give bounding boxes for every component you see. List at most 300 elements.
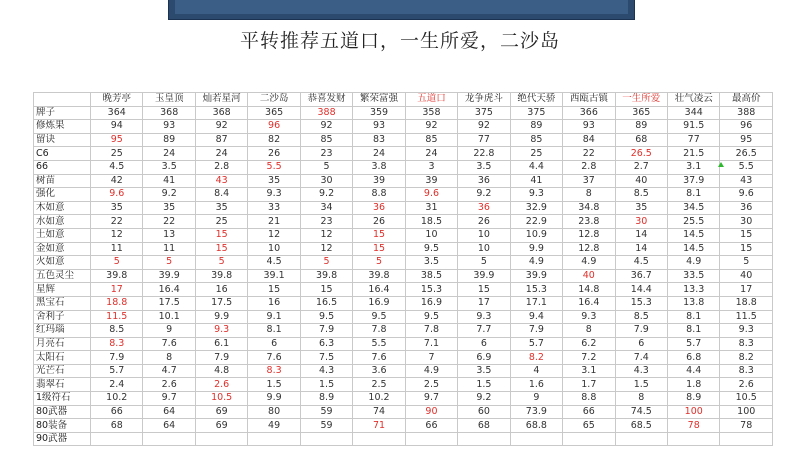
table-cell: 37.9 — [668, 174, 720, 188]
table-cell: 39.8 — [91, 269, 143, 283]
column-header: 五道口 — [405, 93, 457, 107]
table-cell: 14.4 — [615, 283, 667, 297]
table-cell: 7.6 — [248, 351, 300, 365]
table-cell — [91, 432, 143, 446]
table-cell: 65 — [563, 419, 615, 433]
table-cell: 4 — [510, 364, 562, 378]
table-cell: 8.3 — [720, 364, 773, 378]
table-cell: 388 — [300, 106, 352, 120]
table-cell: 8.4 — [195, 188, 247, 202]
table-cell: 31 — [405, 201, 457, 215]
table-cell: 35 — [248, 174, 300, 188]
table-cell: 15 — [720, 242, 773, 256]
table-cell: 9 — [510, 392, 562, 406]
table-cell: 92 — [405, 120, 457, 134]
table-cell: 8.1 — [668, 310, 720, 324]
table-cell: 10 — [248, 242, 300, 256]
column-header: 恭喜发财 — [300, 93, 352, 107]
table-cell: 100 — [668, 405, 720, 419]
table-cell: 12 — [248, 228, 300, 242]
table-cell — [668, 432, 720, 446]
column-header: 晚芳亭 — [91, 93, 143, 107]
table-cell: 388 — [720, 106, 773, 120]
table-cell: 91.5 — [668, 120, 720, 134]
table-cell: 18.5 — [405, 215, 457, 229]
table-cell: 22 — [91, 215, 143, 229]
table-cell: 4.3 — [615, 364, 667, 378]
table-cell: 9.1 — [248, 310, 300, 324]
table-cell: 3.5 — [458, 160, 510, 174]
table-cell: 14.5 — [668, 228, 720, 242]
table-cell: 90 — [405, 405, 457, 419]
row-label: 星辉 — [34, 283, 91, 297]
table-cell: 24 — [353, 147, 405, 161]
table-cell: 7.9 — [615, 324, 667, 338]
table-cell: 8.3 — [91, 337, 143, 351]
table-cell: 365 — [248, 106, 300, 120]
table-cell: 1.5 — [248, 378, 300, 392]
table-cell: 14 — [615, 242, 667, 256]
table-cell: 68 — [615, 133, 667, 147]
table-cell: 49 — [248, 419, 300, 433]
table-cell: 359 — [353, 106, 405, 120]
table-cell: 85 — [510, 133, 562, 147]
table-row — [34, 256, 773, 270]
column-header: 龙争虎斗 — [458, 93, 510, 107]
column-header: 二沙岛 — [248, 93, 300, 107]
table-cell: 8.5 — [615, 188, 667, 202]
table-cell: 9.9 — [248, 392, 300, 406]
table-cell: 16.4 — [563, 296, 615, 310]
table-cell: 14.5 — [668, 242, 720, 256]
table-cell: 40 — [720, 269, 773, 283]
table-cell: 6.3 — [300, 337, 352, 351]
table-cell: 3.5 — [405, 256, 457, 270]
table-cell: 9.3 — [720, 324, 773, 338]
row-label: 木如意 — [34, 201, 91, 215]
table-cell — [405, 432, 457, 446]
table-cell: 7.9 — [510, 324, 562, 338]
table-cell: 37 — [563, 174, 615, 188]
table-cell: 14.8 — [563, 283, 615, 297]
table-cell: 7.9 — [195, 351, 247, 365]
table-cell: 2.5 — [353, 378, 405, 392]
table-cell: 11 — [143, 242, 195, 256]
table-row — [34, 392, 773, 406]
table-cell: 6 — [615, 337, 667, 351]
table-cell: 66 — [563, 405, 615, 419]
row-label: C6 — [34, 147, 91, 161]
table-cell — [563, 432, 615, 446]
table-cell: 10 — [458, 228, 510, 242]
table-cell: 41 — [143, 174, 195, 188]
table-cell: 22.8 — [458, 147, 510, 161]
table-cell: 2.6 — [143, 378, 195, 392]
table-cell: 12 — [300, 242, 352, 256]
row-label: 金如意 — [34, 242, 91, 256]
table-cell: 13.3 — [668, 283, 720, 297]
table-cell: 8.8 — [353, 188, 405, 202]
table-cell: 8.5 — [91, 324, 143, 338]
table-cell: 39.9 — [458, 269, 510, 283]
table-cell: 12.8 — [563, 228, 615, 242]
table-cell: 9.5 — [353, 310, 405, 324]
table-cell: 18.8 — [720, 296, 773, 310]
row-label: 修炼果 — [34, 120, 91, 134]
table-cell: 10.5 — [195, 392, 247, 406]
table-cell: 4.8 — [195, 364, 247, 378]
table-cell: 9.3 — [510, 188, 562, 202]
table-cell: 17 — [91, 283, 143, 297]
table-cell — [510, 432, 562, 446]
table-row — [34, 283, 773, 297]
table-cell: 2.5 — [405, 378, 457, 392]
table-cell: 3.5 — [143, 160, 195, 174]
table-cell: 9.2 — [458, 392, 510, 406]
table-cell: 9.9 — [510, 242, 562, 256]
table-cell: 9 — [143, 324, 195, 338]
table-cell: 15 — [248, 283, 300, 297]
table-cell: 15.3 — [510, 283, 562, 297]
table-cell: 25 — [91, 147, 143, 161]
row-label: 66 — [34, 160, 91, 174]
table-cell: 5.5 — [720, 160, 773, 174]
price-table-wrap — [33, 92, 773, 449]
table-cell: 89 — [143, 133, 195, 147]
table-cell: 10.1 — [143, 310, 195, 324]
table-cell: 8 — [143, 351, 195, 365]
table-cell: 26.5 — [720, 147, 773, 161]
table-cell: 9.2 — [458, 188, 510, 202]
table-cell: 35 — [91, 201, 143, 215]
table-cell: 9.2 — [300, 188, 352, 202]
table-cell: 74.5 — [615, 405, 667, 419]
row-label: 舍利子 — [34, 310, 91, 324]
table-cell: 4.4 — [668, 364, 720, 378]
table-cell: 2.8 — [195, 160, 247, 174]
table-cell: 25 — [195, 215, 247, 229]
table-cell: 36.7 — [615, 269, 667, 283]
table-cell: 9.3 — [458, 310, 510, 324]
table-cell: 1.5 — [615, 378, 667, 392]
table-cell: 94 — [91, 120, 143, 134]
table-row — [34, 405, 773, 419]
table-cell: 9.7 — [143, 392, 195, 406]
table-cell: 7.1 — [405, 337, 457, 351]
table-cell: 24 — [405, 147, 457, 161]
table-cell: 59 — [300, 405, 352, 419]
table-row — [34, 269, 773, 283]
table-cell: 33 — [248, 201, 300, 215]
table-cell: 9.3 — [248, 188, 300, 202]
table-cell: 6 — [248, 337, 300, 351]
table-cell: 96 — [248, 120, 300, 134]
table-cell: 68.8 — [510, 419, 562, 433]
table-cell: 35 — [195, 201, 247, 215]
table-cell: 66 — [405, 419, 457, 433]
table-cell: 1.8 — [668, 378, 720, 392]
table-cell: 96 — [720, 120, 773, 134]
table-cell: 69 — [195, 405, 247, 419]
table-row — [34, 228, 773, 242]
table-cell: 10 — [405, 228, 457, 242]
column-header: 一生所爱 — [615, 93, 667, 107]
table-cell: 78 — [720, 419, 773, 433]
table-cell: 14 — [615, 228, 667, 242]
table-cell: 11 — [91, 242, 143, 256]
row-label: 火如意 — [34, 256, 91, 270]
table-cell: 66 — [91, 405, 143, 419]
table-cell: 34.8 — [563, 201, 615, 215]
table-cell: 9.5 — [405, 310, 457, 324]
table-cell: 8.5 — [615, 310, 667, 324]
table-row — [34, 133, 773, 147]
table-cell: 4.9 — [563, 256, 615, 270]
table-cell: 8.8 — [563, 392, 615, 406]
table-cell: 2.6 — [195, 378, 247, 392]
table-row — [34, 378, 773, 392]
table-cell: 17.5 — [143, 296, 195, 310]
row-label: 五色灵尘 — [34, 269, 91, 283]
table-cell: 22 — [143, 215, 195, 229]
table-cell: 5 — [143, 256, 195, 270]
table-cell: 85 — [300, 133, 352, 147]
table-cell: 5 — [458, 256, 510, 270]
table-cell: 87 — [195, 133, 247, 147]
row-label: 月亮石 — [34, 337, 91, 351]
table-cell: 5.5 — [248, 160, 300, 174]
table-cell: 71 — [353, 419, 405, 433]
table-cell: 15.3 — [405, 283, 457, 297]
table-row — [34, 147, 773, 161]
table-cell: 1.6 — [510, 378, 562, 392]
table-cell: 15 — [720, 228, 773, 242]
table-cell: 7.6 — [143, 337, 195, 351]
column-header: 最高价 — [720, 93, 773, 107]
table-cell: 8.3 — [720, 337, 773, 351]
table-cell: 4.3 — [300, 364, 352, 378]
table-row — [34, 160, 773, 174]
table-cell: 3.1 — [668, 160, 720, 174]
table-cell: 8 — [615, 392, 667, 406]
table-cell: 3.6 — [353, 364, 405, 378]
table-cell: 92 — [458, 120, 510, 134]
table-cell: 5 — [195, 256, 247, 270]
table-cell: 5.7 — [668, 337, 720, 351]
table-cell: 30 — [615, 215, 667, 229]
table-cell: 2.8 — [563, 160, 615, 174]
table-cell: 95 — [720, 133, 773, 147]
table-cell: 6 — [458, 337, 510, 351]
table-cell: 10.2 — [91, 392, 143, 406]
row-label: 光芒石 — [34, 364, 91, 378]
table-cell: 7.6 — [353, 351, 405, 365]
table-cell: 34.5 — [668, 201, 720, 215]
table-cell: 68 — [458, 419, 510, 433]
table-cell: 93 — [563, 120, 615, 134]
table-cell: 16.9 — [405, 296, 457, 310]
table-cell: 16.5 — [300, 296, 352, 310]
table-cell: 93 — [353, 120, 405, 134]
table-row — [34, 201, 773, 215]
green-corner-marker — [718, 162, 724, 167]
table-cell: 82 — [248, 133, 300, 147]
table-cell — [143, 432, 195, 446]
table-cell: 39.9 — [143, 269, 195, 283]
row-label: 90武器 — [34, 432, 91, 446]
table-cell: 8 — [563, 324, 615, 338]
row-label: 1级符石 — [34, 392, 91, 406]
row-label: 太阳石 — [34, 351, 91, 365]
table-cell: 1.7 — [563, 378, 615, 392]
table-cell: 3.8 — [353, 160, 405, 174]
table-cell: 92 — [300, 120, 352, 134]
table-cell: 5.7 — [91, 364, 143, 378]
table-cell: 9.6 — [720, 188, 773, 202]
table-cell: 23.8 — [563, 215, 615, 229]
table-cell: 100 — [720, 405, 773, 419]
table-row — [34, 419, 773, 433]
table-cell: 2.4 — [91, 378, 143, 392]
table-cell: 68 — [91, 419, 143, 433]
table-cell: 34 — [300, 201, 352, 215]
table-cell: 2.7 — [615, 160, 667, 174]
table-cell: 7.9 — [91, 351, 143, 365]
table-cell: 7.8 — [405, 324, 457, 338]
table-cell — [195, 432, 247, 446]
table-cell: 92 — [195, 120, 247, 134]
table-cell: 33.5 — [668, 269, 720, 283]
table-cell: 64 — [143, 419, 195, 433]
table-cell: 4.9 — [405, 364, 457, 378]
table-cell: 23 — [300, 147, 352, 161]
table-cell: 26 — [353, 215, 405, 229]
table-row — [34, 106, 773, 120]
table-cell: 60 — [458, 405, 510, 419]
headline: 平转推荐五道口，一生所爱，二沙岛 — [239, 30, 560, 52]
table-cell — [248, 432, 300, 446]
table-cell: 30 — [720, 215, 773, 229]
table-row — [34, 120, 773, 134]
table-cell: 6.9 — [458, 351, 510, 365]
table-cell: 39.9 — [510, 269, 562, 283]
table-cell: 16 — [195, 283, 247, 297]
table-cell: 365 — [615, 106, 667, 120]
header-row — [34, 93, 773, 107]
table-cell: 3.5 — [458, 364, 510, 378]
table-cell: 10 — [458, 242, 510, 256]
table-cell: 89 — [510, 120, 562, 134]
table-cell: 4.9 — [510, 256, 562, 270]
table-cell: 42 — [91, 174, 143, 188]
table-cell: 40 — [563, 269, 615, 283]
table-cell: 15 — [353, 242, 405, 256]
table-cell: 9.3 — [195, 324, 247, 338]
table-cell: 43 — [195, 174, 247, 188]
table-cell: 8.3 — [248, 364, 300, 378]
table-cell: 9.2 — [143, 188, 195, 202]
table-cell: 36 — [458, 174, 510, 188]
table-cell: 358 — [405, 106, 457, 120]
table-cell: 26.5 — [615, 147, 667, 161]
table-cell: 4.7 — [143, 364, 195, 378]
table-cell: 13.8 — [668, 296, 720, 310]
table-cell: 80 — [248, 405, 300, 419]
table-cell: 3 — [405, 160, 457, 174]
table-cell: 18.8 — [91, 296, 143, 310]
table-cell: 6.1 — [195, 337, 247, 351]
table-cell: 9.5 — [300, 310, 352, 324]
table-cell: 25 — [510, 147, 562, 161]
table-cell: 15 — [300, 283, 352, 297]
table-cell: 21.5 — [668, 147, 720, 161]
table-cell: 25.5 — [668, 215, 720, 229]
table-cell — [458, 432, 510, 446]
table-cell: 84 — [563, 133, 615, 147]
table-cell: 11.5 — [720, 310, 773, 324]
table-cell: 77 — [668, 133, 720, 147]
column-header: 繁荣富强 — [353, 93, 405, 107]
table-cell: 4.5 — [248, 256, 300, 270]
row-label: 水如意 — [34, 215, 91, 229]
table-row — [34, 174, 773, 188]
row-label: 红玛瑙 — [34, 324, 91, 338]
row-label: 80武器 — [34, 405, 91, 419]
table-row — [34, 188, 773, 202]
row-label: 牌子 — [34, 106, 91, 120]
table-cell: 1.5 — [458, 378, 510, 392]
table-row — [34, 296, 773, 310]
table-cell: 40 — [615, 174, 667, 188]
table-cell: 9.7 — [405, 392, 457, 406]
table-cell: 16.9 — [353, 296, 405, 310]
table-cell: 95 — [91, 133, 143, 147]
table-cell: 30 — [300, 174, 352, 188]
table-cell: 7.2 — [563, 351, 615, 365]
table-cell: 4.5 — [615, 256, 667, 270]
table-cell: 4.9 — [668, 256, 720, 270]
table-cell: 344 — [668, 106, 720, 120]
table-cell: 5.5 — [353, 337, 405, 351]
table-cell: 17 — [458, 296, 510, 310]
price-table — [33, 92, 773, 446]
table-row — [34, 432, 773, 446]
table-cell: 6.2 — [563, 337, 615, 351]
table-cell: 8.2 — [720, 351, 773, 365]
table-cell: 7 — [405, 351, 457, 365]
table-cell: 9.3 — [563, 310, 615, 324]
table-cell: 10.9 — [510, 228, 562, 242]
table-cell: 15 — [195, 242, 247, 256]
column-header: 绝代天骄 — [510, 93, 562, 107]
table-cell: 12 — [300, 228, 352, 242]
row-label: 强化 — [34, 188, 91, 202]
table-cell: 21 — [248, 215, 300, 229]
table-cell: 4.5 — [91, 160, 143, 174]
table-cell: 41 — [510, 174, 562, 188]
table-cell: 5.7 — [510, 337, 562, 351]
table-cell: 8 — [563, 188, 615, 202]
table-cell: 39.8 — [195, 269, 247, 283]
table-cell: 35 — [615, 201, 667, 215]
table-cell: 23 — [300, 215, 352, 229]
table-cell: 11.5 — [91, 310, 143, 324]
table-cell: 24 — [143, 147, 195, 161]
table-cell: 5 — [91, 256, 143, 270]
table-cell: 77 — [458, 133, 510, 147]
table-cell: 7.8 — [353, 324, 405, 338]
table-cell: 43 — [720, 174, 773, 188]
